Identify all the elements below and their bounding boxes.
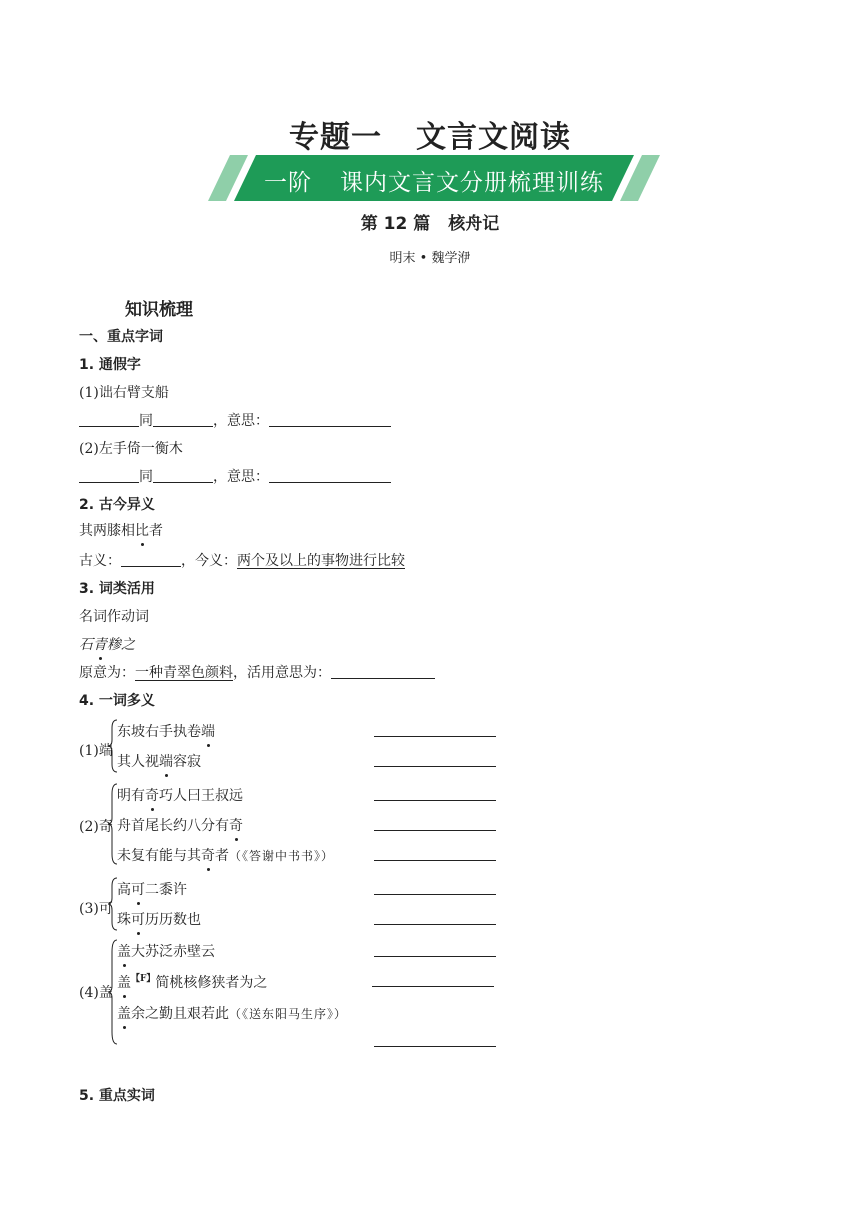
footnote-marker: 【F】 — [131, 974, 156, 984]
answer-blank[interactable] — [153, 412, 213, 427]
yuan-label: 原意为： — [79, 665, 135, 681]
title-part-b: 文言文阅读 — [416, 120, 571, 155]
author-line: 明末 • 魏学洢 — [389, 251, 471, 266]
tong-label: 同 — [139, 469, 153, 485]
article-title — [0, 209, 860, 234]
polysemy-item: 盖$^{【F】}$简桃核修狭者为之 — [117, 974, 268, 991]
cilei-answer-row — [79, 662, 435, 682]
shici-heading: 5. 重点实词 — [79, 1088, 155, 1104]
sentence-text: 者 — [149, 523, 163, 539]
dotted-word: 可 — [131, 879, 145, 899]
jin-label: ，今义： — [181, 553, 237, 569]
polysemy-label: (4)盖 — [79, 985, 113, 1001]
answer-blank[interactable] — [374, 1046, 496, 1047]
dotted-word: 奇 — [201, 845, 215, 865]
answer-blank[interactable] — [374, 894, 496, 895]
answer-blank[interactable] — [153, 468, 213, 483]
dotted-word: 盖 — [117, 972, 131, 992]
polysemy-item: 舟首尾长约八分有奇 — [117, 815, 243, 835]
section-title: 知识梳理 — [125, 300, 193, 320]
answer-blank[interactable] — [269, 468, 391, 483]
tong-label: 同 — [139, 413, 153, 429]
polysemy-item: 未复有能与其奇者（《答谢中书书》） — [117, 845, 334, 865]
answer-blank[interactable] — [374, 766, 496, 767]
polysemy-label: (2)奇 — [79, 819, 113, 835]
banner-part-a: 一阶 — [264, 170, 312, 196]
answer-blank[interactable] — [121, 552, 181, 567]
gu-label: 古义： — [79, 553, 121, 569]
banner-part-b: 课内文言文分册梳理训练 — [340, 170, 604, 196]
polysemy-item: 明有奇巧人曰王叔远 — [117, 785, 243, 805]
answer-blank[interactable] — [374, 860, 496, 861]
huo-label: ，活用意思为： — [233, 665, 331, 681]
jin-value: 两个及以上的事物进行比较 — [237, 553, 405, 569]
polysemy-item: 东坡右手执卷端 — [117, 721, 215, 741]
tongjia-answer-row-1 — [79, 410, 391, 430]
sentence-text: 糁之 — [107, 637, 135, 653]
part-heading: 一、重点字词 — [79, 329, 163, 345]
dotted-word: 盖 — [117, 941, 131, 961]
gujin-answer-row — [79, 550, 405, 570]
dotted-word: 端 — [159, 751, 173, 771]
dotted-word: 可 — [131, 909, 145, 929]
page-title — [0, 112, 860, 156]
dotted-word: 盖 — [117, 1003, 131, 1023]
meaning-label: ，意思： — [213, 413, 269, 429]
dotted-word: 比 — [135, 520, 149, 540]
gujin-heading: 2. 古今异义 — [79, 497, 155, 513]
yuan-value: 一种青翠色颜料 — [135, 665, 233, 681]
cilei-sentence — [79, 634, 135, 654]
answer-blank[interactable] — [79, 468, 139, 483]
sentence-text: 其两膝相 — [79, 523, 135, 539]
meaning-label: ，意思： — [213, 469, 269, 485]
gujin-sentence — [79, 520, 163, 540]
article-name: 核舟记 — [448, 214, 500, 234]
banner-title — [208, 164, 660, 197]
polysemy-label: (1)端 — [79, 743, 113, 759]
dotted-word: 奇 — [229, 815, 243, 835]
answer-blank[interactable] — [374, 956, 496, 957]
sentence-text: 石 — [79, 637, 93, 653]
polysemy-label: (3)可 — [79, 901, 113, 917]
answer-blank[interactable] — [374, 800, 496, 801]
source-note: （《答谢中书书》） — [229, 849, 335, 863]
polysemy-item: 盖大苏泛赤壁云 — [117, 941, 215, 961]
cilei-heading: 3. 词类活用 — [79, 581, 155, 597]
tongjia-item-1: (1)诎右臂支船 — [79, 385, 169, 401]
tongjia-heading: 1. 通假字 — [79, 357, 141, 373]
dotted-word: 奇 — [145, 785, 159, 805]
dotted-word: 端 — [201, 721, 215, 741]
answer-blank[interactable] — [374, 736, 496, 737]
answer-blank[interactable] — [331, 664, 435, 679]
answer-blank[interactable] — [374, 830, 496, 831]
source-note: （《送东阳马生序》） — [229, 1007, 348, 1021]
answer-blank[interactable] — [79, 412, 139, 427]
title-part-a: 专题一 — [289, 120, 382, 155]
answer-blank[interactable] — [269, 412, 391, 427]
dotted-word: 青 — [93, 634, 107, 654]
yici-heading: 4. 一词多义 — [79, 693, 155, 709]
tongjia-item-2: (2)左手倚一衡木 — [79, 441, 183, 457]
polysemy-item: 高可二黍许 — [117, 879, 187, 899]
article-number: 第 12 篇 — [360, 214, 431, 234]
answer-blank[interactable] — [372, 986, 494, 987]
answer-blank[interactable] — [374, 924, 496, 925]
polysemy-item: 其人视端容寂 — [117, 751, 201, 771]
tongjia-answer-row-2 — [79, 466, 391, 486]
polysemy-item: 盖余之勤且艰若此（《送东阳马生序》） — [117, 1003, 347, 1023]
polysemy-item: 珠可历历数也 — [117, 909, 201, 929]
cilei-type: 名词作动词 — [79, 609, 149, 625]
